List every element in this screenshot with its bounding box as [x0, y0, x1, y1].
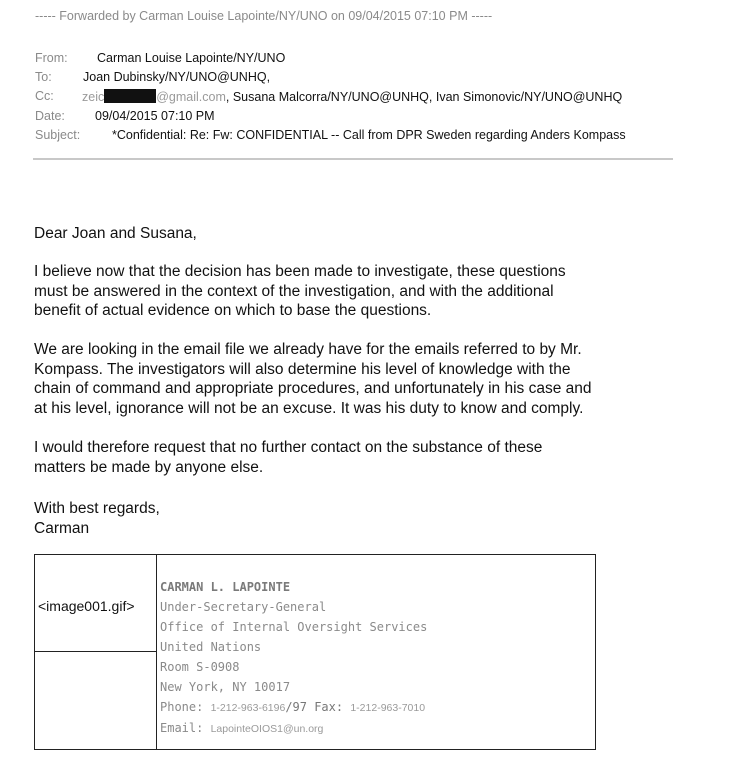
- signature-room: Room S-0908: [160, 660, 240, 674]
- greeting-text: Dear Joan and Susana,: [34, 225, 197, 242]
- signature-office: Office of Internal Oversight Services: [160, 620, 428, 634]
- paragraph-3: [34, 438, 542, 477]
- paragraph-1: [34, 262, 566, 321]
- signature-name: CARMAN L. LAPOINTE: [160, 580, 291, 594]
- from-value: Carman Louise Lapointe/NY/UNO: [97, 51, 286, 65]
- cc-label: Cc:: [35, 89, 54, 103]
- subject-value: *Confidential: Re: Fw: CONFIDENTIAL -- Call from DPR Sweden regarding Anders Kompass: [112, 128, 626, 142]
- paragraph-line: I would therefore request that no further contact on the substance of these: [34, 439, 543, 456]
- signature-email-row: [160, 718, 427, 739]
- redaction-block: [104, 89, 156, 103]
- from-label: From:: [35, 51, 68, 65]
- paragraph-line: chain of command and appropriate procedures, and unfortunately in his case and: [34, 380, 592, 397]
- cc-value: [82, 89, 622, 104]
- to-value: Joan Dubinsky/NY/UNO@UNHQ,: [83, 70, 271, 84]
- fax-value: 1-212-963-7010: [350, 702, 426, 714]
- signoff-text: Carman: [34, 519, 90, 537]
- paragraph-line: Kompass. The investigators will also determine his level of knowledge with the: [34, 360, 571, 378]
- to-label: To:: [35, 70, 52, 84]
- paragraph-line: matters be made by anyone else.: [34, 458, 264, 476]
- header-divider: [33, 158, 673, 160]
- signature-city: New York, NY 10017: [160, 680, 291, 694]
- date-value: 09/04/2015 07:10 PM: [95, 109, 215, 123]
- signature-table: [34, 554, 596, 750]
- paragraph-line: at his level, ignorance will not be an excuse. It was his duty to know and comply.: [34, 399, 584, 417]
- closing: [34, 499, 160, 538]
- paragraph-line: benefit of actual evidence on which to base the questions.: [34, 302, 432, 319]
- signature-org: United Nations: [160, 640, 262, 654]
- phone-ext: /97 Fax:: [285, 700, 351, 714]
- paragraph-line: We are looking in the email file we already have for the emails referred to by Mr.: [34, 341, 582, 358]
- signature-phone-row: [160, 697, 427, 718]
- paragraph-line: must be answered in the context of the investigation, and with the additional: [34, 282, 554, 300]
- forwarded-by-line: ----- Forwarded by Carman Louise Lapointe/NY/UNO on 09/04/2015 07:10 PM -----: [35, 9, 493, 23]
- cc-recipients: , Susana Malcorra/NY/UNO@UNHQ, Ivan Simonovic/NY/UNO@UNHQ: [225, 90, 623, 104]
- email-label: Email:: [160, 721, 211, 735]
- paragraph-2: [34, 340, 592, 418]
- signature-image-cell: [35, 555, 157, 652]
- phone-label: Phone:: [160, 700, 211, 714]
- cc-redacted-prefix: zeic: [82, 90, 105, 104]
- paragraph-line: I believe now that the decision has been made to investigate, these questions: [34, 263, 566, 280]
- greeting: [34, 224, 197, 244]
- phone-value: 1-212-963-6196: [210, 702, 286, 714]
- subject-label: Subject:: [35, 128, 81, 142]
- date-label: Date:: [35, 109, 65, 123]
- signature-title: Under-Secretary-General: [160, 600, 327, 614]
- signature-image-placeholder: <image001.gif>: [38, 598, 135, 614]
- signature-empty-cell: [35, 652, 157, 749]
- cc-redacted-domain: @gmail.com: [156, 90, 226, 104]
- signature-details: [160, 577, 427, 739]
- closing-text: With best regards,: [34, 500, 160, 517]
- email-value[interactable]: LapointeOIOS1@un.org: [210, 723, 324, 735]
